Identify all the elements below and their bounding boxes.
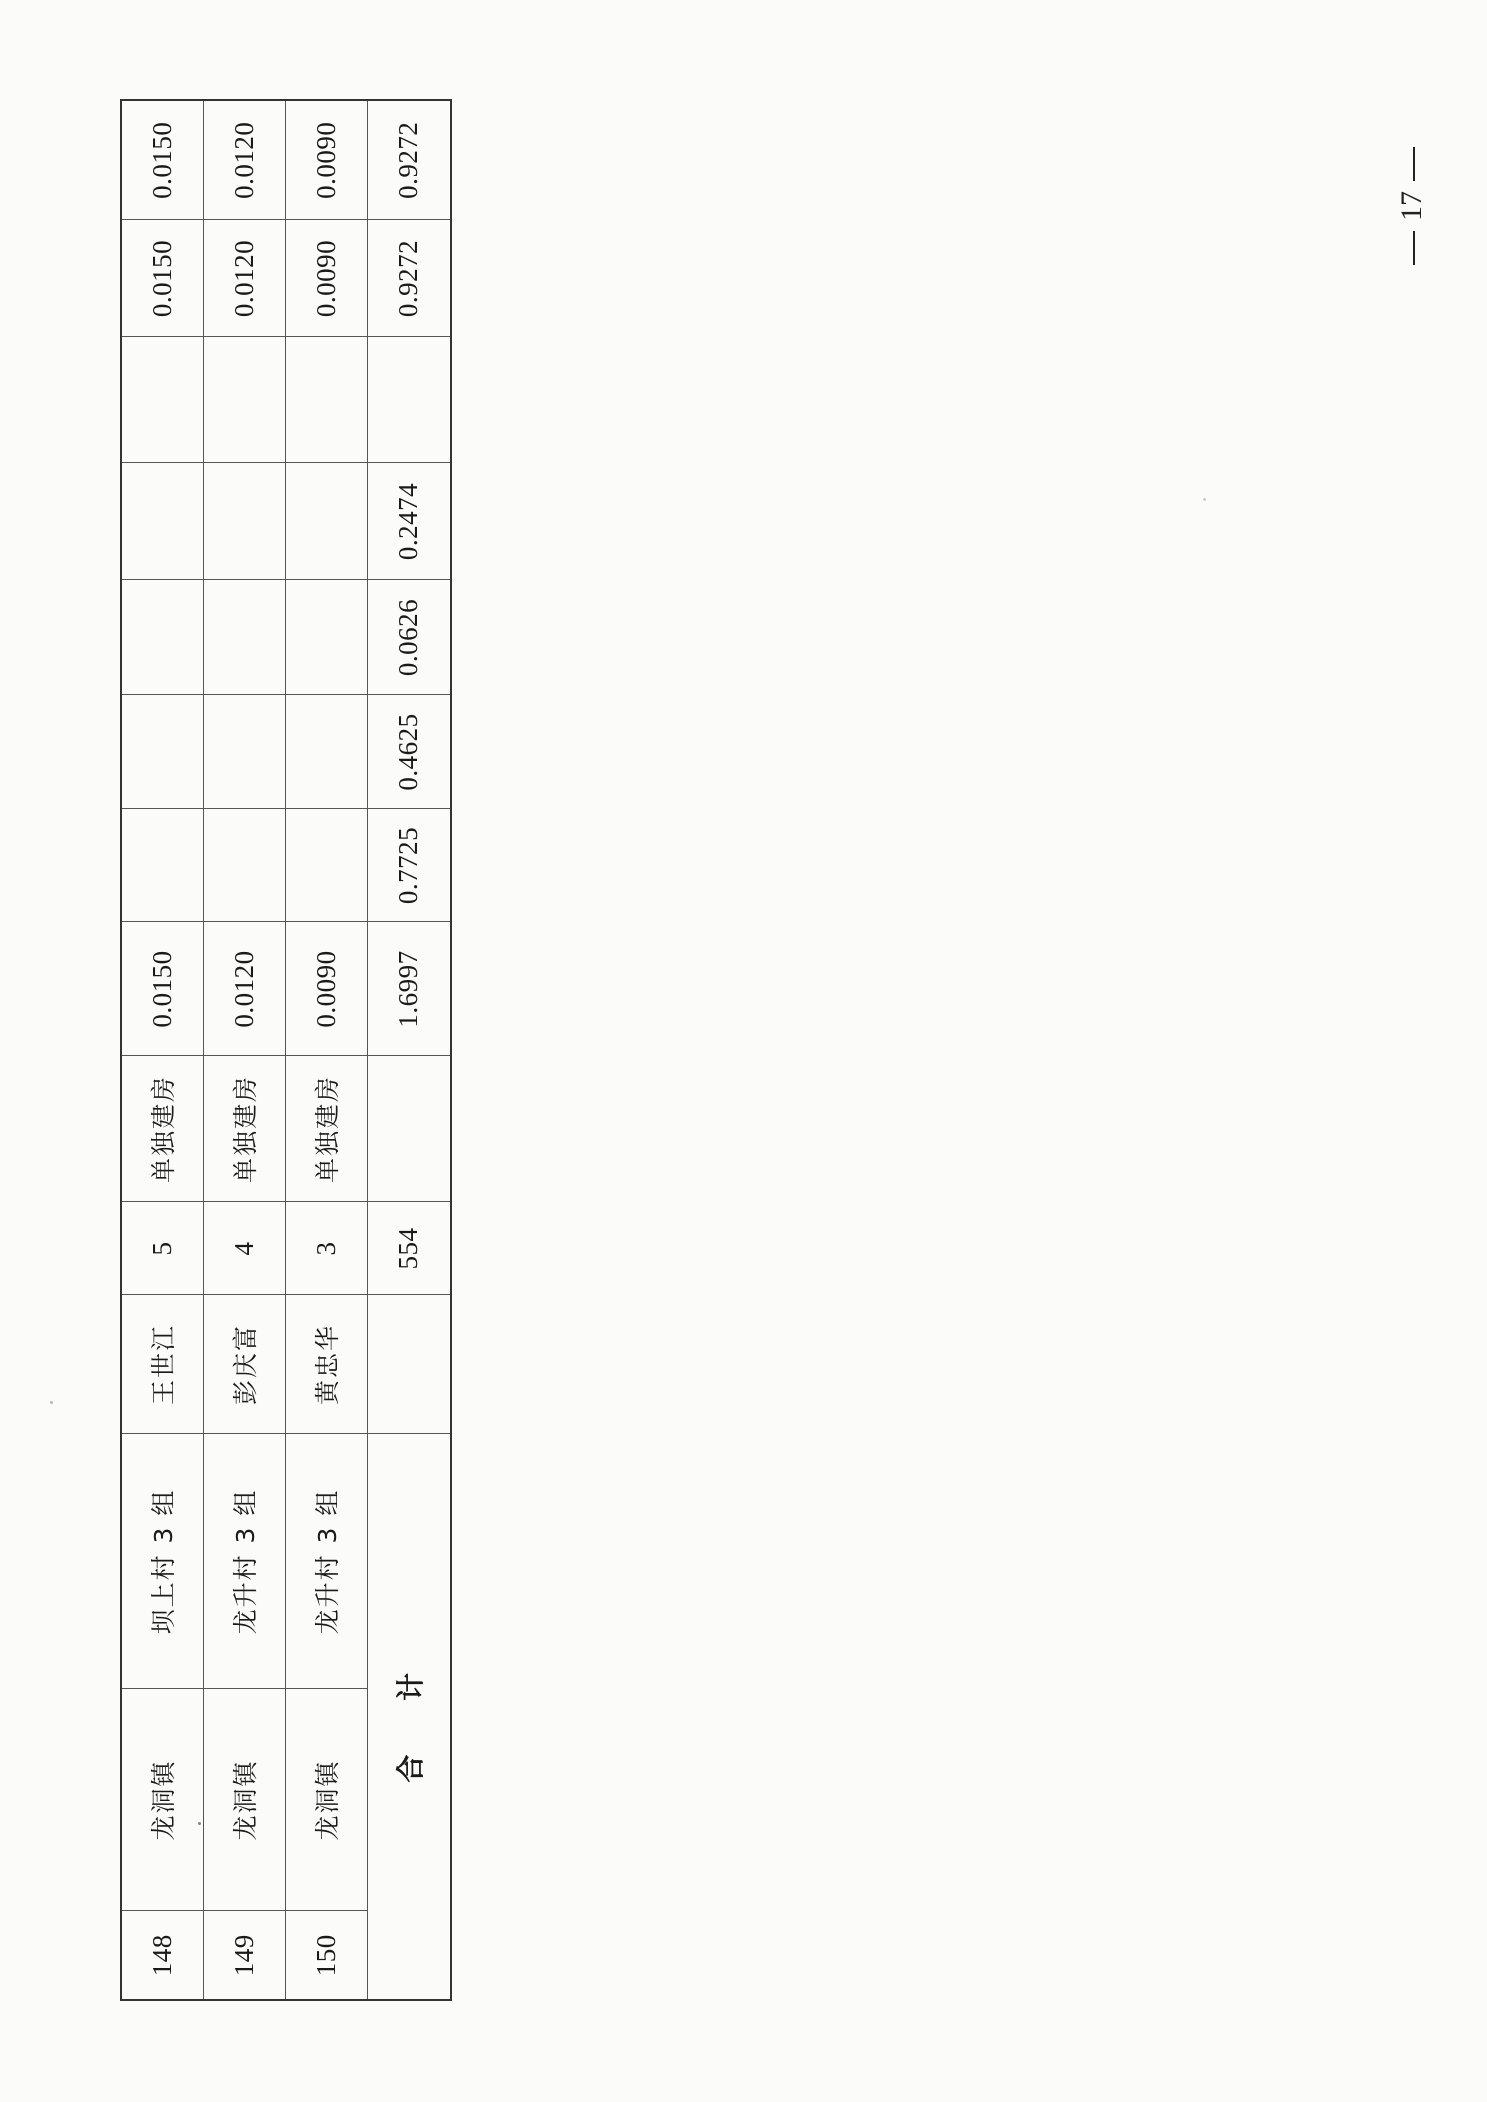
total-area-cell (367, 337, 451, 463)
scan-speck (50, 1401, 53, 1404)
type-cell: 单独建房 (121, 1056, 203, 1202)
area-cell: 0.0090 (285, 922, 367, 1056)
total-area-cell: 0.9272 (367, 220, 451, 337)
area-cell (121, 463, 203, 580)
row-number-cell: 149 (203, 1911, 285, 2000)
total-area-cell: 0.0626 (367, 580, 451, 695)
area-cell: 0.0120 (203, 100, 285, 220)
total-blank-cell (367, 1056, 451, 1202)
area-cell (285, 809, 367, 922)
area-cell (203, 337, 285, 463)
area-cell (285, 337, 367, 463)
scan-speck (1203, 498, 1206, 501)
people-cell: 3 (285, 1202, 367, 1295)
row-number-cell: 148 (121, 1911, 203, 2000)
people-cell: 4 (203, 1202, 285, 1295)
area-cell: 0.0150 (121, 100, 203, 220)
total-people-cell: 554 (367, 1202, 451, 1295)
type-cell: 单独建房 (285, 1056, 367, 1202)
scan-speck (198, 1822, 201, 1825)
page-number-text: 17 (1395, 191, 1428, 221)
name-cell: 彭庆富 (203, 1295, 285, 1434)
page-number-dash-left (1413, 231, 1415, 265)
total-area-cell: 0.2474 (367, 463, 451, 580)
name-cell: 王世江 (121, 1295, 203, 1434)
page-number (1395, 137, 1429, 275)
area-cell (285, 580, 367, 695)
row-number-cell: 150 (285, 1911, 367, 2000)
people-cell: 5 (121, 1202, 203, 1295)
town-cell: 龙洞镇 (285, 1689, 367, 1911)
village-cell: 龙升村 3 组 (285, 1434, 367, 1689)
town-cell: 龙洞镇 (121, 1689, 203, 1911)
area-cell (203, 695, 285, 809)
total-area-cell: 0.7725 (367, 809, 451, 922)
area-cell: 0.0150 (121, 220, 203, 337)
table-row (285, 100, 367, 2000)
total-blank-cell (367, 1295, 451, 1434)
town-cell: 龙洞镇 (203, 1689, 285, 1911)
area-cell (203, 463, 285, 580)
total-area-cell: 1.6997 (367, 922, 451, 1056)
area-cell (121, 695, 203, 809)
area-cell (285, 463, 367, 580)
village-cell: 龙升村 3 组 (203, 1434, 285, 1689)
rotated-table-container (120, 101, 450, 2001)
total-label-cell: 合 计 (367, 1434, 451, 2000)
table-row (121, 100, 203, 2000)
page-number-dash-right (1413, 147, 1415, 181)
area-cell: 0.0120 (203, 220, 285, 337)
area-cell (121, 809, 203, 922)
village-cell: 坝上村 3 组 (121, 1434, 203, 1689)
total-row (367, 100, 451, 2000)
area-cell (121, 580, 203, 695)
area-cell (121, 337, 203, 463)
type-cell: 单独建房 (203, 1056, 285, 1202)
total-area-cell: 0.4625 (367, 695, 451, 809)
land-use-table (120, 99, 452, 2001)
table-row (203, 100, 285, 2000)
area-cell: 0.0150 (121, 922, 203, 1056)
area-cell (203, 580, 285, 695)
area-cell: 0.0120 (203, 922, 285, 1056)
area-cell (285, 695, 367, 809)
area-cell (203, 809, 285, 922)
area-cell: 0.0090 (285, 220, 367, 337)
area-cell: 0.0090 (285, 100, 367, 220)
total-area-cell: 0.9272 (367, 100, 451, 220)
name-cell: 黄忠华 (285, 1295, 367, 1434)
